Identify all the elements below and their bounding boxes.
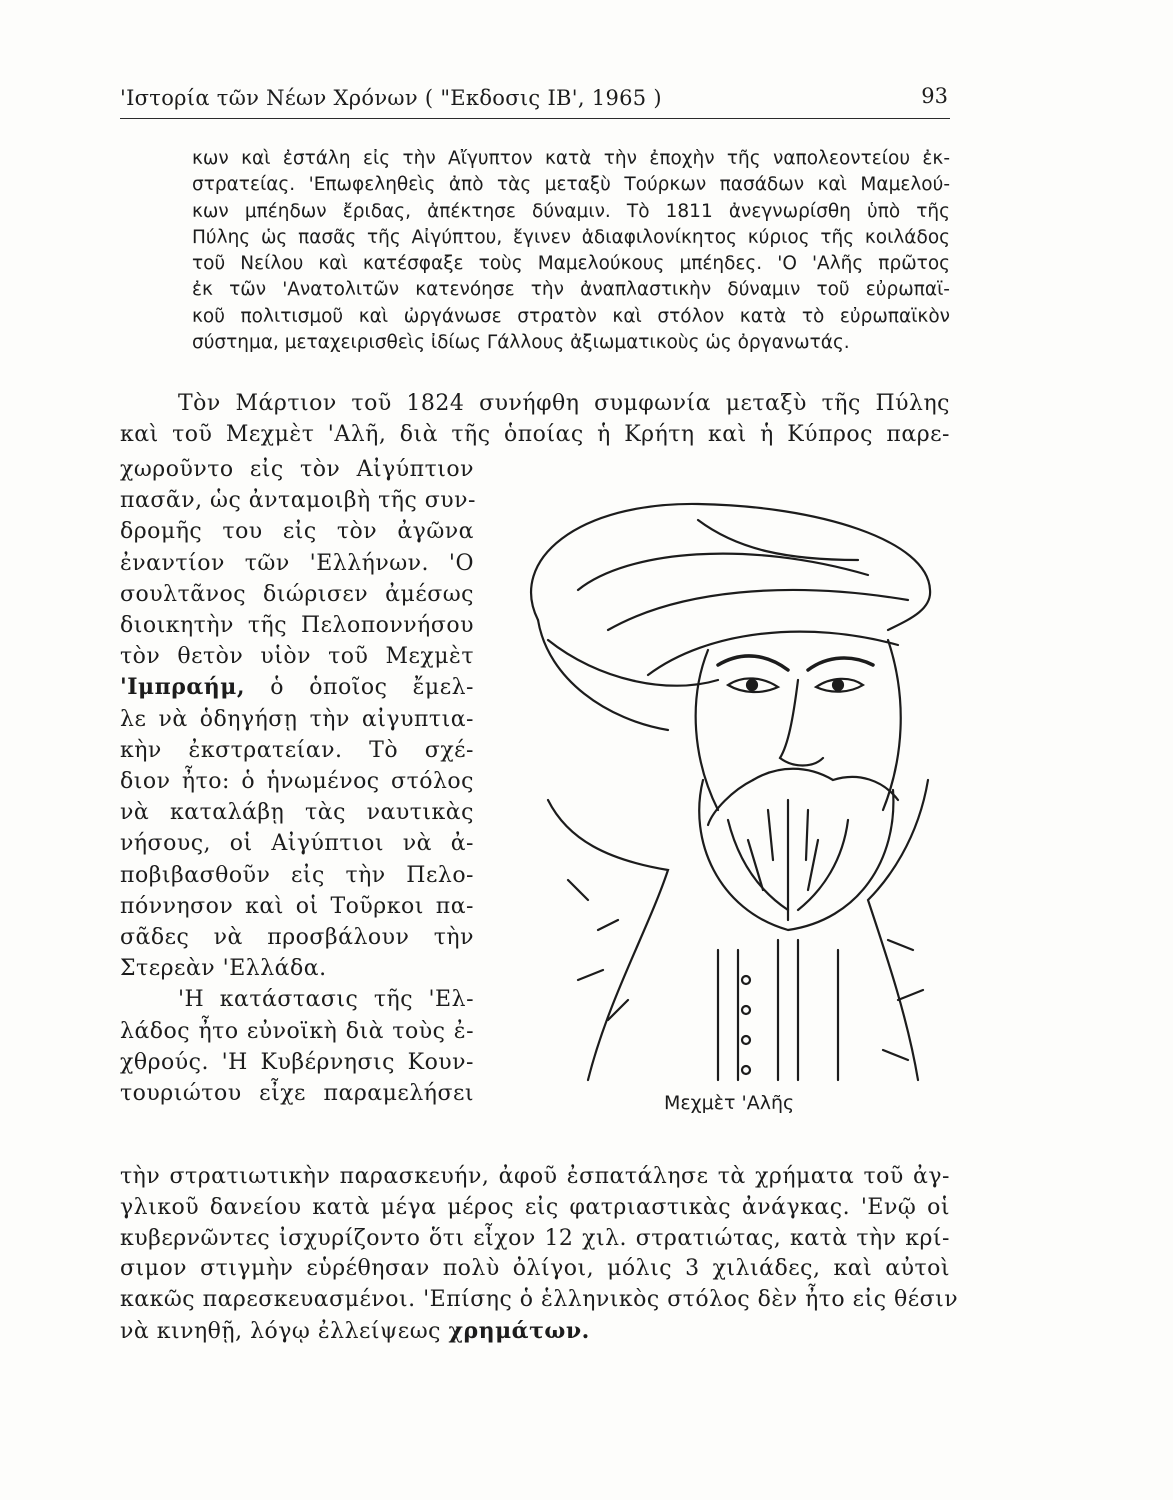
text-line: ποβιβασθοῦν εἰς τὴν Πελο-: [120, 862, 474, 888]
text-line: τὸν θετὸν υἱὸν τοῦ Μεχμὲτ: [120, 644, 474, 670]
text-line: σᾶδες νὰ προσβάλουν τὴν: [120, 925, 474, 951]
text-line: γλικοῦ δανείου κατὰ μέγα μέρος εἰς φατριαστικὰς ἀνάγκας. 'Ενῷ οἱ: [120, 1194, 950, 1220]
text-line: [120, 672, 474, 703]
text-line: τοῦ Νείλου καὶ κατέσφαξε τοὺς Μαμελούκους μπέηδες. 'Ο 'Αλῆς πρῶτος: [192, 253, 950, 275]
text-line: σύστημα, μεταχειρισθεὶς ἰδίως Γάλλους ἀξιωματικοὺς ὡς ὀργανωτάς.: [192, 332, 850, 354]
text-line: κὴν ἐκστρατείαν. Τὸ σχέ-: [120, 737, 474, 763]
portrait-engraving-icon: [488, 480, 950, 1092]
running-title: 'Ιστορία τῶν Νέων Χρόνων ( "Εκδοσις ΙΒ', 1965 ): [120, 86, 662, 110]
bold-word: χρημάτων.: [448, 1317, 590, 1344]
text-line: σιμον στιγμὴν εὑρέθησαν πολὺ ὀλίγοι, μόλις 3 χιλιάδες, καὶ αὐτοὶ: [120, 1256, 950, 1282]
running-header: [120, 82, 950, 119]
text-line: πόννησον καὶ οἱ Τοῦρκοι πα-: [120, 893, 474, 919]
text-line: κυβερνῶντες ἰσχυρίζοντο ὅτι εἶχον 12 χιλ. στρατιώτας, κατὰ τὴν κρί-: [120, 1225, 950, 1251]
text-line: νήσους, οἱ Αἰγύπτιοι νὰ ἀ-: [120, 831, 474, 857]
text-line: τὴν στρατιωτικὴν παρασκευήν, ἀφοῦ ἐσπατάλησε τὰ χρήματα τοῦ ἀγ-: [120, 1164, 950, 1189]
text-span: ὁ ὁποῖος ἔμελ-: [270, 675, 474, 701]
text-line: κων καὶ ἐστάλη εἰς τὴν Αἴγυπτον κατὰ τὴν ἐποχὴν τῆς ναπολεοντείου ἐκ-: [192, 148, 950, 169]
bold-name: 'Ιμπραήμ,: [120, 674, 246, 701]
text-line: κακῶς παρεσκευασμένοι. 'Επίσης ὁ ἑλληνικὸς στόλος δὲν ἦτο εἰς θέσιν: [120, 1287, 959, 1313]
text-span: Τὸν Μάρτιον τοῦ 1824 συνήφθη συμφωνία μεταξὺ τῆς Πύλης: [178, 391, 950, 416]
text-line: λε νὰ ὁδηγήσῃ τὴν αἰγυπτια-: [120, 706, 474, 732]
wrapped-column-text: [120, 454, 474, 1109]
text-line: διοικητὴν τῆς Πελοποννήσου: [120, 613, 474, 639]
text-line: Στερεὰν 'Ελλάδα.: [120, 956, 327, 982]
text-line: ἐκ τῶν 'Ανατολιτῶν κατενόησε τὴν ἀναπλαστικὴν δύναμιν τοῦ εὐρωπαϊ-: [192, 279, 950, 301]
text-line: σουλτᾶνος διώρισεν ἀμέσως: [120, 581, 474, 607]
text-line: δρομῆς του εἰς τὸν ἀγῶνα: [120, 519, 474, 545]
body-paragraph-top: [120, 388, 950, 450]
small-print-paragraph: [192, 146, 950, 356]
text-line: Πύλης ὡς πασᾶς τῆς Αἰγύπτου, ἔγινεν ἀδιαφιλονίκητος κύριος τῆς κοιλάδος: [192, 226, 950, 248]
text-span: 'Η κατάστασις τῆς 'Ελ-: [178, 987, 474, 1013]
body-paragraph-bottom: [120, 1162, 959, 1348]
text-line: ἐναντίον τῶν 'Ελλήνων. 'Ο: [120, 550, 474, 576]
text-line: κων μπέηδων ἔριδας, ἀπέκτησε δύναμιν. Τὸ 1811 ἀνεγνωρίσθη ὑπὸ τῆς: [192, 200, 950, 222]
text-line: λάδος ἦτο εὐνοϊκὴ διὰ τοὺς ἐ-: [120, 1018, 474, 1044]
text-line: πασᾶν, ὡς ἀνταμοιβὴ τῆς συν-: [120, 488, 476, 514]
text-line: [120, 1316, 950, 1348]
text-line: κοῦ πολιτισμοῦ καὶ ὠργάνωσε στρατὸν καὶ στόλον κατὰ τὸ εὐρωπαϊκὸν: [192, 305, 950, 327]
text-line: στρατείας. 'Επωφεληθεὶς ἀπὸ τὰς μεταξὺ Τούρκων πασάδων καὶ Μαμελού-: [192, 174, 950, 196]
text-line: διον ἦτο: ὁ ἡνωμένος στόλος: [120, 769, 474, 795]
text-line: [120, 984, 474, 1015]
text-line: τουριώτου εἶχε παραμελήσει: [120, 1081, 474, 1107]
text-line: καὶ τοῦ Μεχμὲτ 'Αλῆ, διὰ τῆς ὁποίας ἡ Κρήτη καὶ ἡ Κύπρος παρε-: [120, 422, 950, 447]
text-line: νὰ καταλάβῃ τὰς ναυτικὰς: [120, 800, 474, 826]
text-span: νὰ κινηθῇ, λόγῳ ἐλλείψεως: [120, 1318, 441, 1344]
text-line: [120, 388, 950, 419]
page-number: 93: [921, 84, 948, 108]
text-line: χωροῦντο εἰς τὸν Αἰγύπτιον: [120, 457, 474, 482]
figure-caption: Μεχμὲτ 'Αλῆς: [664, 1092, 795, 1114]
text-line: χθρούς. 'Η Κυβέρνησις Κουν-: [120, 1049, 474, 1075]
